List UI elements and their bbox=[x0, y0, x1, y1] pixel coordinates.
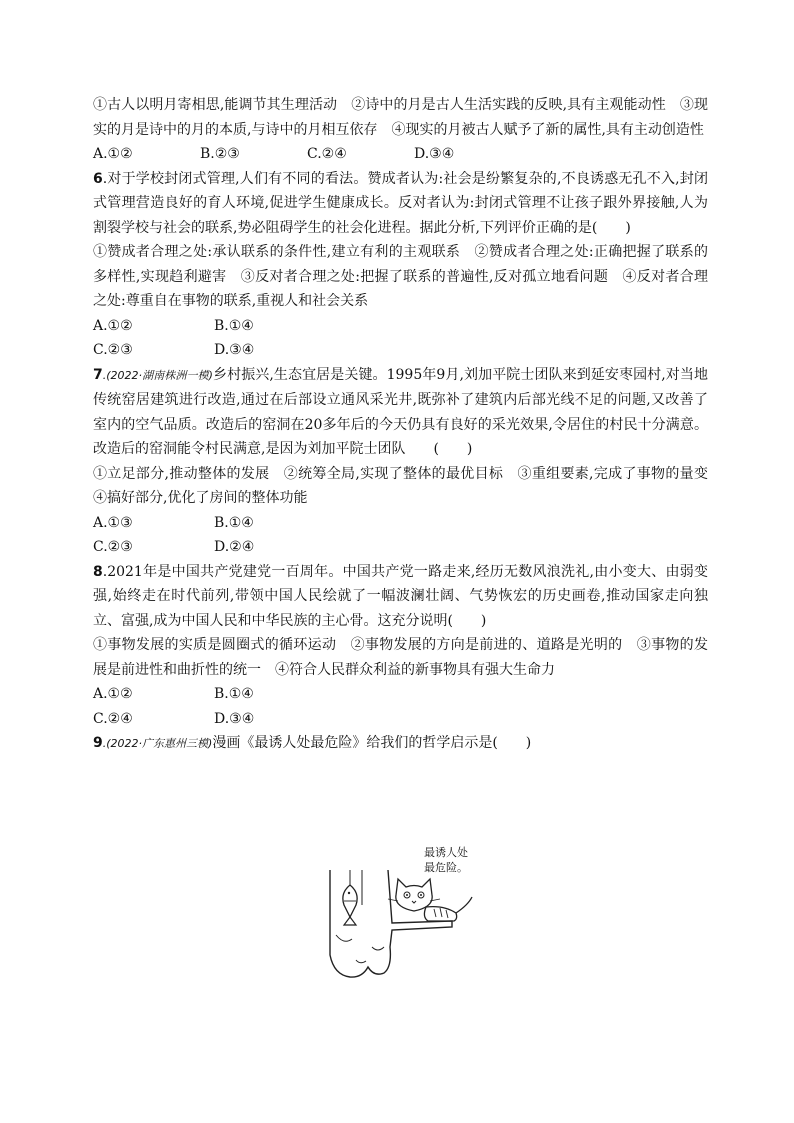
q7-options-row-2 bbox=[93, 535, 708, 560]
q8-options-row-2 bbox=[93, 707, 708, 732]
q8-option-d[interactable]: D.③④ bbox=[214, 710, 255, 727]
q7-stem-text: 乡村振兴,生态宜居是关键。1995年9月,刘加平院士团队来到延安枣园村,对当地传统窑居建筑进行改造,通过在后部设立通风采光井,既弥补了建筑内后部光线不足的问题,又改善了室内的空气品质。改造后的窑洞在20多年后的今天仍具有良好的采光效果,令居住的村民十分满意。改造后的窑洞能令村民满意,是因为刘加平院士团队 ( ) bbox=[93, 366, 708, 457]
question-8 bbox=[93, 560, 708, 732]
cartoon-caption-line-1: 最诱人处 bbox=[424, 846, 468, 859]
q7-option-b[interactable]: B.①④ bbox=[214, 514, 254, 531]
q5-option-a[interactable]: A.①② bbox=[93, 146, 133, 162]
q6-option-b[interactable]: B.①④ bbox=[214, 317, 254, 334]
q6-option-d[interactable]: D.③④ bbox=[214, 342, 255, 358]
q6-options-row-1 bbox=[93, 314, 708, 339]
q5-options bbox=[93, 142, 708, 167]
q7-stem bbox=[93, 363, 708, 462]
q9-stem-text: 漫画《最诱人处最危险》给我们的哲学启示是( ) bbox=[212, 735, 532, 751]
cartoon-caption bbox=[424, 845, 468, 875]
q8-option-c[interactable]: C.②④ bbox=[93, 710, 133, 727]
q7-option-c[interactable]: C.②③ bbox=[93, 539, 133, 555]
q6-stem-text: .对于学校封闭式管理,人们有不同的看法。赞成者认为:社会是纷繁复杂的,不良诱惑无孔不入,封闭式管理营造良好的育人环境,促进学生健康成长。反对者认为:封闭式管理不让孩子跟外界接触,人为割裂学校与社会的联系,势必阻碍学生的社会化进程。据此分析,下列评价正确的是( ) bbox=[93, 170, 708, 236]
q5-option-c[interactable]: C.②④ bbox=[307, 146, 347, 162]
cartoon-drawing bbox=[322, 835, 502, 985]
q7-option-d[interactable]: D.②④ bbox=[214, 539, 255, 555]
question-content bbox=[93, 93, 722, 757]
q7-number: 7 bbox=[93, 366, 103, 383]
q8-options-row-1 bbox=[93, 682, 708, 707]
q5-option-b[interactable]: B.②③ bbox=[200, 146, 240, 162]
q6-option-a[interactable]: A.①② bbox=[93, 317, 133, 334]
q7-options-row-1 bbox=[93, 511, 708, 536]
q8-stem-text: .2021年是中国共产党建党一百周年。中国共产党一路走来,经历无数风浪洗礼,由小变大、由弱变强,始终走在时代前列,带领中国人民绘就了一幅波澜壮阔、气势恢宏的历史画卷,推动国家走向独立、富强,成为中国人民和中华民族的主心骨。这充分说明( ) bbox=[93, 563, 708, 629]
q6-stem bbox=[93, 167, 708, 241]
q7-option-a[interactable]: A.①③ bbox=[93, 514, 133, 531]
q6-statements: ①赞成者合理之处:承认联系的条件性,建立有利的主观联系 ②赞成者合理之处:正确把握了联系的多样性,实现趋利避害 ③反对者合理之处:把握了联系的普遍性,反对孤立地看问题 ④反对者合理之处:尊重自在事物的联系,重视人和社会关系 bbox=[93, 244, 708, 309]
q9-stem bbox=[93, 731, 708, 757]
question-5 bbox=[93, 93, 708, 167]
q5-statements: ①古人以明月寄相思,能调节其生理活动 ②诗中的月是古人生活实践的反映,具有主观能动性 ③现实的月是诗中的月的本质,与诗中的月相互依存 ④现实的月被古人赋予了新的属性,具有主动创造性 bbox=[93, 97, 708, 138]
q8-option-b[interactable]: B.①④ bbox=[214, 686, 254, 702]
q8-stem bbox=[93, 560, 708, 634]
cartoon-illustration bbox=[322, 835, 502, 985]
q9-number: 9 bbox=[93, 735, 103, 751]
q8-option-a[interactable]: A.①② bbox=[93, 686, 133, 702]
q9-source: .(2022·广东惠州三模) bbox=[102, 737, 213, 750]
q6-option-c[interactable]: C.②③ bbox=[93, 342, 133, 358]
cartoon-caption-line-2: 最危险。 bbox=[424, 861, 468, 874]
q7-source: .(2022·湖南株洲一模) bbox=[102, 368, 213, 382]
question-7 bbox=[93, 363, 722, 560]
q6-number: 6 bbox=[93, 170, 103, 187]
question-9 bbox=[93, 731, 708, 757]
q8-number: 8 bbox=[93, 563, 103, 580]
q6-options-row-2 bbox=[93, 338, 708, 363]
question-6 bbox=[93, 167, 708, 363]
q7-statements: ①立足部分,推动整体的发展 ②统筹全局,实现了整体的最优目标 ③重组要素,完成了事物的量变 ④搞好部分,优化了房间的整体功能 bbox=[93, 465, 722, 506]
q8-statements: ①事物发展的实质是圆圈式的循环运动 ②事物发展的方向是前进的、道路是光明的 ③事物的发展是前进性和曲折性的统一 ④符合人民群众利益的新事物具有强大生命力 bbox=[93, 637, 708, 678]
q5-option-d[interactable]: D.③④ bbox=[414, 146, 455, 162]
